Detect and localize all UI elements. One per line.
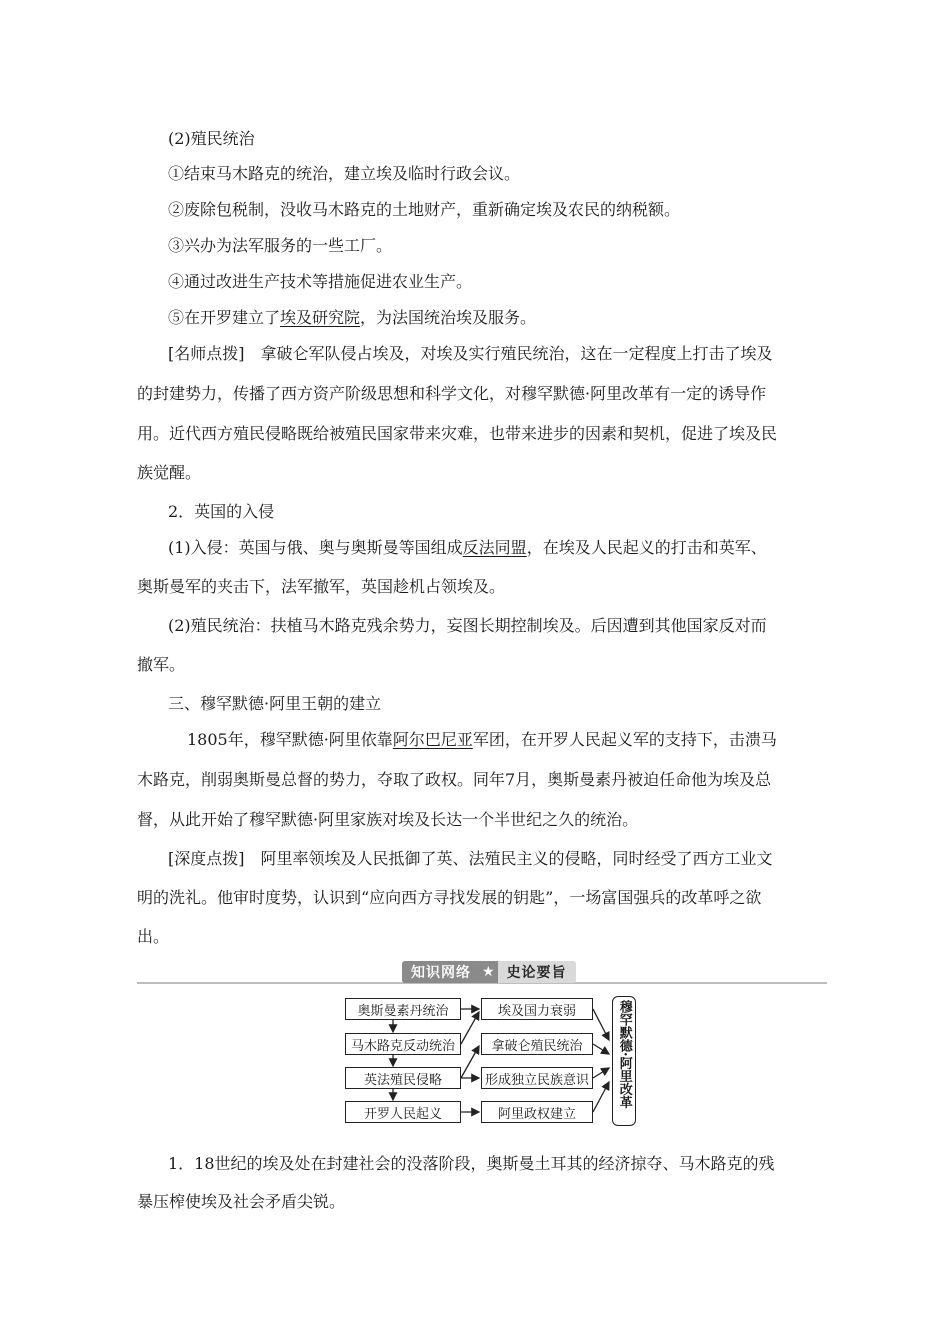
text-line: [168, 308, 536, 328]
text-run: 督，从此开始了穆罕默德·阿里家族对埃及长达一个半世纪之久的统治。: [137, 810, 639, 829]
arrow-to-result-2: [593, 1044, 609, 1054]
text-line: [137, 384, 766, 404]
text-line: [137, 927, 169, 947]
text-run: ，在埃及人民起义的打击和英军、: [526, 538, 767, 557]
star-icon: ★: [480, 961, 498, 983]
text-line: [137, 463, 201, 483]
text-line: [137, 1192, 345, 1212]
text-line: [168, 616, 767, 636]
text-run: 撤军。: [137, 655, 186, 674]
text-run: (1)入侵：英国与俄、奥与奥斯曼等国组成: [168, 538, 463, 557]
diagram-box: 开罗人民起义: [345, 1101, 461, 1123]
text-run: ①结束马木路克的统治，建立埃及临时行政会议。: [168, 164, 521, 183]
text-run: 奥斯曼军的夹击下，法军撤军，英国趁机占领埃及。: [137, 577, 506, 596]
banner-left-label: 知识网络: [402, 961, 480, 983]
diagram-box: 形成独立民族意识: [481, 1067, 593, 1089]
text-line: [137, 577, 505, 597]
arrow-diag-1: [461, 1012, 479, 1044]
text-line: [168, 694, 381, 714]
text-run: 的封建势力，传播了西方资产阶级思想和科学文化，对穆罕默德·阿里改革有一定的诱导作: [137, 384, 767, 403]
text-run: [深度点拨] 阿里率领埃及人民抵御了英、法殖民主义的侵略，同时经受了西方工业文: [168, 849, 773, 868]
text-run: 出。: [137, 927, 170, 946]
diagram-box: 英法殖民侵略: [345, 1067, 461, 1089]
text-run: ③兴办为法军服务的一些工厂。: [168, 236, 393, 255]
text-line: [137, 770, 771, 790]
text-line: [168, 129, 255, 149]
text-run: [名师点拨] 拿破仑军队侵占埃及，对埃及实行殖民统治，这在一定程度上打击了埃及: [168, 344, 773, 363]
diagram-box: 埃及国力衰弱: [481, 998, 593, 1020]
text-run: 军团，在开罗人民起义军的支持下，击溃马: [472, 730, 777, 749]
text-run: 三、穆罕默德·阿里王朝的建立: [168, 694, 382, 713]
text-line: [137, 810, 638, 830]
text-line: [168, 164, 520, 184]
text-line: [137, 655, 185, 675]
diagram-box: 阿里政权建立: [481, 1101, 593, 1123]
diagram-box: 拿破仑殖民统治: [481, 1033, 593, 1055]
text-line: [168, 538, 767, 558]
arrow-to-result-3: [593, 1068, 609, 1078]
text-line: [187, 730, 777, 750]
text-run: 用。近代西方殖民侵略既给被殖民国家带来灾难，也带来进步的因素和契机，促进了埃及民: [137, 424, 778, 443]
text-run: 1805年，穆罕默德·阿里依靠: [187, 730, 393, 749]
text-run: 族觉醒。: [137, 463, 202, 482]
banner-right-label: 史论要旨: [498, 961, 576, 983]
text-line: [168, 200, 680, 220]
diagram-box: 马木路克反动统治: [345, 1033, 461, 1055]
text-run: ②废除包税制，没收马木路克的土地财产，重新确定埃及农民的纳税额。: [168, 200, 681, 219]
text-run: 暴压榨使埃及社会矛盾尖锐。: [137, 1192, 346, 1211]
text-run: 2．英国的入侵: [168, 502, 275, 521]
arrow-to-result-1: [593, 1009, 609, 1040]
text-line: [168, 1154, 775, 1174]
diagram-box: 奥斯曼素丹统治: [345, 998, 461, 1020]
text-line: [137, 888, 761, 908]
text-line: [137, 424, 777, 444]
underlined-term: 反法同盟: [462, 538, 527, 557]
text-run: ④通过改进生产技术等措施促进农业生产。: [168, 272, 473, 291]
text-run: ，为法国统治埃及服务。: [360, 308, 537, 327]
text-line: [168, 344, 773, 364]
underlined-term: 阿尔巴尼亚: [392, 730, 473, 749]
arrow-diag-2: [461, 1046, 479, 1078]
text-line: [168, 502, 274, 522]
text-run: 明的洗礼。他审时度势，认识到“应向西方寻找发展的钥匙”，一场富国强兵的改革呼之欲: [137, 888, 762, 907]
text-run: (2)殖民统治：扶植马木路克残余势力，妄图长期控制埃及。后因遭到其他国家反对而: [168, 616, 767, 635]
text-run: ⑤在开罗建立了: [168, 308, 281, 327]
text-line: [168, 236, 392, 256]
text-run: 木路克，削弱奥斯曼总督的势力，夺取了政权。同年7月，奥斯曼素丹被迫任命他为埃及总: [137, 770, 772, 789]
underlined-term: 埃及研究院: [280, 308, 361, 327]
arrow-to-result-4: [593, 1082, 609, 1112]
text-run: (2)殖民统治: [168, 129, 255, 148]
text-line: [168, 272, 472, 292]
text-run: 1．18世纪的埃及处在封建社会的没落阶段，奥斯曼土耳其的经济掠夺、马木路克的残: [168, 1154, 775, 1173]
text-line: [168, 849, 773, 869]
section-banner: [402, 961, 576, 983]
diagram-result-box: 穆罕默德·阿里改革: [612, 996, 636, 1126]
